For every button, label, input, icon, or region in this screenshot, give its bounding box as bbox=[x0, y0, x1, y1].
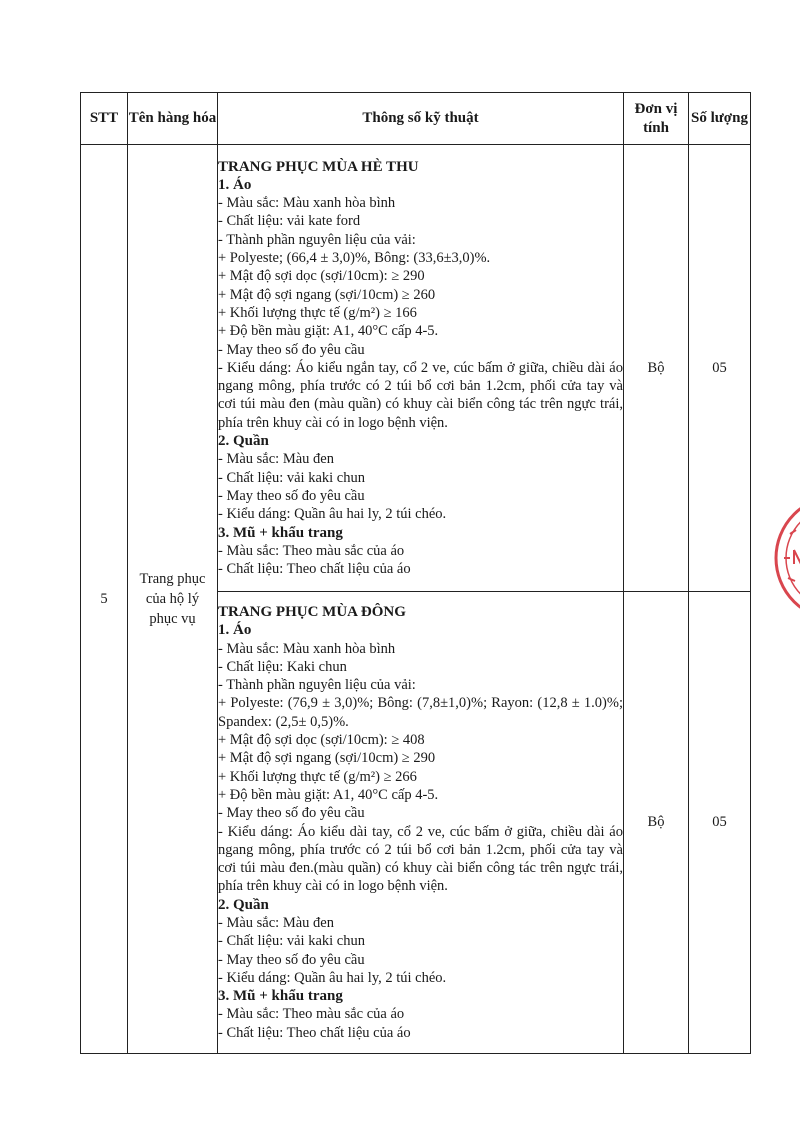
header-stt: STT bbox=[81, 93, 128, 145]
winter-qty: 05 bbox=[689, 592, 751, 1054]
winter-shirt-line: - Chất liệu: Kaki chun bbox=[218, 658, 347, 675]
winter-pants-line: - Chất liệu: vải kaki chun bbox=[218, 933, 365, 950]
winter-pants-line: - Kiểu dáng: Quần âu hai ly, 2 túi chéo. bbox=[218, 969, 447, 986]
winter-hat-line: - Chất liệu: Theo chất liệu của áo bbox=[218, 1024, 411, 1041]
summer-shirt-line: + Khối lượng thực tế (g/m²) ≥ 166 bbox=[218, 304, 417, 321]
row-item-name: Trang phục của hộ lý phục vụ bbox=[128, 145, 218, 1054]
summer-hat-line: - Màu sắc: Theo màu sắc của áo bbox=[218, 542, 405, 559]
summer-shirt-line: - May theo số đo yêu cầu bbox=[218, 341, 365, 358]
specification-table bbox=[80, 92, 751, 1054]
row-stt: 5 bbox=[81, 145, 128, 1054]
winter-pants-title: 2. Quần bbox=[218, 896, 269, 913]
summer-qty: 05 bbox=[689, 145, 751, 592]
winter-shirt-line: - Màu sắc: Màu xanh hòa bình bbox=[218, 640, 396, 657]
header-spec: Thông số kỹ thuật bbox=[218, 93, 624, 145]
winter-shirt-title: 1. Áo bbox=[218, 622, 252, 639]
header-qty: Số lượng bbox=[689, 93, 751, 145]
summer-pants-line: - Chất liệu: vải kaki chun bbox=[218, 469, 365, 486]
winter-title: TRANG PHỤC MÙA ĐÔNG bbox=[218, 603, 406, 620]
winter-hat-title: 3. Mũ + khẩu trang bbox=[218, 988, 343, 1005]
header-unit: Đơn vị tính bbox=[624, 93, 689, 145]
summer-shirt-line: - Chất liệu: vải kate ford bbox=[218, 213, 361, 230]
header-name: Tên hàng hóa bbox=[128, 93, 218, 145]
table-row-summer bbox=[81, 145, 751, 592]
summer-pants-line: - Kiểu dáng: Quần âu hai ly, 2 túi chéo. bbox=[218, 506, 447, 523]
winter-spec-cell bbox=[218, 592, 624, 1054]
winter-shirt-line: + Mật độ sợi dọc (sợi/10cm): ≥ 408 bbox=[218, 732, 425, 749]
summer-shirt-line: + Mật độ sợi dọc (sợi/10cm): ≥ 290 bbox=[218, 268, 425, 285]
summer-shirt-line: + Mật độ sợi ngang (sợi/10cm) ≥ 260 bbox=[218, 286, 436, 303]
summer-pants-title: 2. Quần bbox=[218, 433, 269, 450]
summer-shirt-style: - Kiểu dáng: Áo kiểu ngắn tay, cổ 2 ve, cúc bấm ở giữa, chiều dài áo ngang mông, phía trước có 2 túi bổ cơi bản 1.2cm, phối cửa tay và cơi túi màu đen (màu quần) có khuy cài biển công tác trên ngực trái, phía trên khuy cài có in logo bệnh viện. bbox=[218, 359, 623, 431]
winter-shirt-line: - Thành phần nguyên liệu của vải: bbox=[218, 677, 416, 694]
summer-hat-title: 3. Mũ + khẩu trang bbox=[218, 524, 343, 541]
summer-shirt-line: - Màu sắc: Màu xanh hòa bình bbox=[218, 195, 396, 212]
stamp-seal-fragment bbox=[762, 498, 800, 618]
winter-pants-line: - May theo số đo yêu cầu bbox=[218, 951, 365, 968]
summer-shirt-line: + Độ bền màu giặt: A1, 40°C cấp 4-5. bbox=[218, 323, 439, 340]
winter-shirt-line: - May theo số đo yêu cầu bbox=[218, 805, 365, 822]
summer-title: TRANG PHỤC MÙA HÈ THU bbox=[218, 158, 419, 175]
summer-spec-cell bbox=[218, 145, 624, 592]
summer-shirt-line: - Thành phần nguyên liệu của vải: bbox=[218, 231, 416, 248]
header-row bbox=[81, 93, 751, 145]
summer-pants-line: - May theo số đo yêu cầu bbox=[218, 487, 365, 504]
summer-shirt-line: + Polyeste; (66,4 ± 3,0)%, Bông: (33,6±3,0)%. bbox=[218, 250, 491, 267]
summer-pants-line: - Màu sắc: Màu đen bbox=[218, 451, 334, 468]
summer-unit: Bộ bbox=[624, 145, 689, 592]
summer-shirt-title: 1. Áo bbox=[218, 176, 252, 193]
winter-shirt-line: + Mật độ sợi ngang (sợi/10cm) ≥ 290 bbox=[218, 750, 436, 767]
winter-hat-line: - Màu sắc: Theo màu sắc của áo bbox=[218, 1006, 405, 1023]
winter-shirt-style: - Kiểu dáng: Áo kiểu dài tay, cổ 2 ve, cúc bấm ở giữa, chiều dài áo ngang mông, phía trước có 2 túi bổ cơi bản 1.2cm, phối cửa tay và cơi túi màu đen.(màu quần) có khuy cài biển công tác trên ngực trái, phía trên khuy cài có in logo bệnh viện. bbox=[218, 823, 623, 895]
winter-shirt-line: + Độ bền màu giặt: A1, 40°C cấp 4-5. bbox=[218, 786, 439, 803]
winter-unit: Bộ bbox=[624, 592, 689, 1054]
summer-hat-line: - Chất liệu: Theo chất liệu của áo bbox=[218, 561, 411, 578]
winter-shirt-line: + Khối lượng thực tế (g/m²) ≥ 266 bbox=[218, 768, 417, 785]
winter-shirt-composition: + Polyeste: (76,9 ± 3,0)%; Bông: (7,8±1,0)%; Rayon: (12,8 ± 1.0)%; Spandex: (2,5± 0,5)%. bbox=[218, 695, 623, 730]
winter-pants-line: - Màu sắc: Màu đen bbox=[218, 914, 334, 931]
